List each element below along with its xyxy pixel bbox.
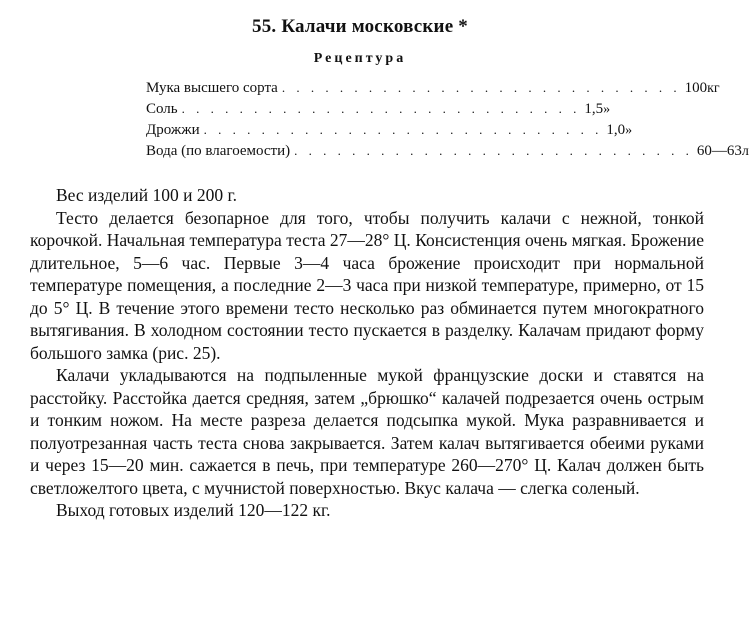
dot-leader: . . . . . . . . . . . . . . . . . . . . . . . . . . . . <box>294 143 693 158</box>
paragraph-yield: Выход готовых изделий 120—122 кг. <box>56 500 331 520</box>
dot-leader: . . . . . . . . . . . . . . . . . . . . . . . . . . . . <box>181 101 581 116</box>
paragraph-dough: Тесто делается безопарное для того, чтобы получить калачи с нежной, тонкой корочкой. Начальная температура теста 27—28° Ц. Консистенция очень мягкая. Брожение длительное, 5—6 час. Первые 3—4 часа брожение происходит при нормальной температуре помещения, а последние 2—3 часа при низкой температуре, примерно, от 15 до 5° Ц. В течение этого времени тесто несколько раз обминается путем многократного вытягивания. В холодном состоянии тесто пускается в разделку. Калачам придают форму большого замка (рис. 25). <box>30 207 704 363</box>
ingredient-row <box>146 80 720 101</box>
ingredient-row <box>146 143 749 164</box>
ingredient-unit: кг <box>707 81 720 96</box>
ingredient-unit: л <box>741 144 749 159</box>
recipe-body <box>30 184 704 522</box>
paragraph-proofing: Калачи укладываются на подпыленные мукой французские доски и ставятся на расстойку. Расстойка дается средняя, затем „брюшко“ калачей подрезается очень острым и тонким ножом. На месте разреза делается подсыпка мукой. Мука разравнивается и полуотрезанная часть теста снова закрывается. Затем калач вытягивается обеими руками и через 15—20 мин. сажается в печь, при температуре 260—270° Ц. Калач должен быть светложелтого цвета, с мучнистой поверхностью. Вкус калача — слегка соленый. <box>30 365 704 498</box>
ingredient-row <box>146 122 633 143</box>
dot-leader: . . . . . . . . . . . . . . . . . . . . . . . . . . . . <box>281 80 681 95</box>
ingredient-name: Мука высшего сорта <box>146 80 278 96</box>
recipe-title: 55. Калачи московские * <box>252 16 468 37</box>
ingredient-unit: » <box>603 102 611 117</box>
ingredient-qty: 1,0 <box>606 122 626 138</box>
ingredient-row <box>146 101 611 122</box>
ingredient-qty: 100 <box>684 80 708 96</box>
ingredient-list <box>146 80 749 164</box>
ingredient-name: Вода (по влагоемости) <box>146 143 291 159</box>
recipe-subtitle: Рецептура <box>313 51 407 66</box>
ingredient-qty: 60—63 <box>696 143 742 159</box>
paragraph-weight: Вес изделий 100 и 200 г. <box>56 185 238 205</box>
ingredient-unit: » <box>625 123 633 138</box>
ingredient-qty: 1,5 <box>584 101 604 117</box>
dot-leader: . . . . . . . . . . . . . . . . . . . . . . . . . . . . <box>203 122 603 137</box>
ingredient-name: Дрожжи <box>146 122 200 138</box>
ingredient-name: Соль <box>146 101 178 117</box>
